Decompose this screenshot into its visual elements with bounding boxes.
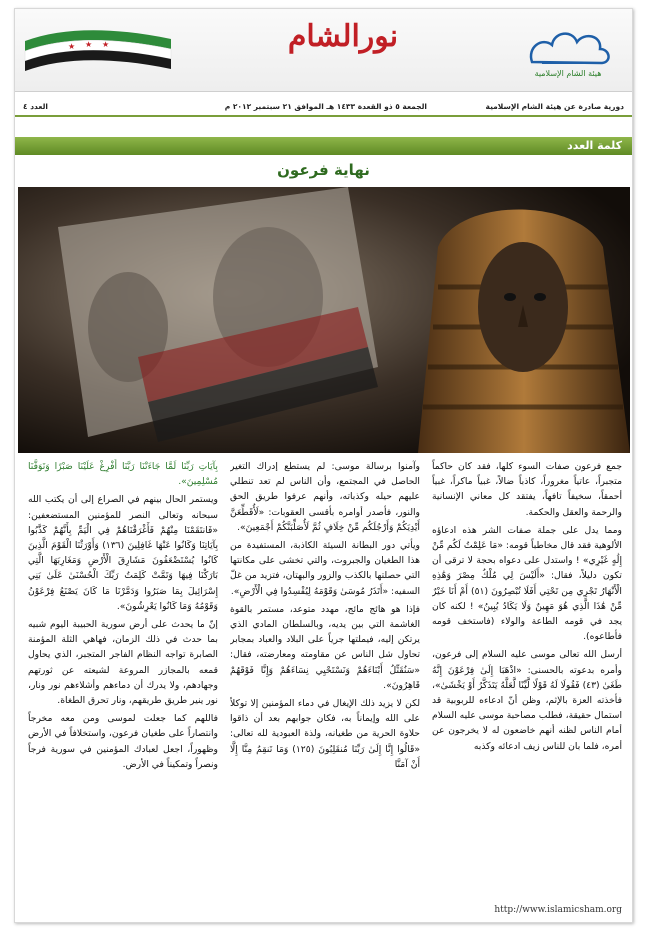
article-column-right — [432, 459, 622, 907]
syrian-flag-icon — [23, 23, 173, 83]
logo-caption: هيئة الشام الإسلامية — [534, 69, 602, 78]
article-column-middle — [230, 459, 420, 907]
issue-date: الجمعة ٥ ذو القعدة ١٤٣٣ هـ الموافق ٢١ سبتمبر ٢٠١٢ م — [224, 102, 427, 111]
paragraph: جمع فرعون صفات السوء كلها، فقد كان حاكماً متجبراً، عاتياً مغروراً، كاذباً ضالاً، غبياً ماكراً، غبياً أحمقاً، سخيفاً تافهاً، يفتقد كل معاني الإنسانية والرحمة والعقل والحكمة. — [432, 461, 622, 518]
paragraph: ويأتي دور البطانة السيئة الكاذبة، المستفيدة من هذا الطغيان والجبروت، والتي تخشى على مكانتها التي حصلتها بالكذب والزور والبهتان، فتزيد من غلّ السفيه: «أَتَذَرُ مُوسَىٰ وَقَوْمَهُ لِيُفْسِدُوا فِي الْأَرْضِ». — [230, 540, 420, 597]
paragraph: ومما يدل على جملة صفات الشر هذه ادعاؤه الألوهية فقد قال مخاطباً قومه: «مَا عَلِمْتُ لَكُم مِّنْ إِلَٰهٍ غَيْرِي» ! واستدل على دعواه بحجة لا ترقى أن تكون دليلاً، فقال: «أَلَيْسَ لِي مُلْكُ مِصْرَ وَهَٰذِهِ الْأَنْهَارُ تَجْرِي مِن تَحْتِي أَفَلَا تُبْصِرُونَ (٥١) أَمْ أَنَا خَيْرٌ مِّنْ هَٰذَا الَّذِي هُوَ مَهِينٌ وَلَا يَكَادُ يُبِينُ» ! لكنه كان يجد في قومه الطاعة والولاء (فاستخف قومه فأطاعوه). — [432, 524, 622, 643]
section-header-bar — [15, 137, 632, 155]
article-column-left — [28, 459, 218, 907]
paragraph: إنّ ما يحدث على أرض سورية الحبيبة اليوم شبيه بما حدث في ذلك الزمان، فهاهي الثلة المؤمنة الصابرة تواجه النظام الفاجر المتجبر، الذي يحاول قمعه بالمجازر المروعة لشيعته عن ثورتهم وجهادهم، ولا يدرك أن دماءهم وأشلاءهم نور ونار، نور ينير طريق طريقهم، ونار تحرق الطغاة. — [28, 619, 218, 707]
svg-text:★: ★ — [85, 40, 93, 49]
website-url: http://www.islamicsham.org — [494, 905, 622, 915]
publisher-label: دورية صادرة عن هيئة الشام الإسلامية — [485, 102, 624, 111]
issue-info-line — [15, 97, 632, 117]
newsletter-page — [14, 8, 633, 923]
pharaoh-collage-image — [18, 187, 630, 453]
issue-number: العدد ٤ — [23, 102, 48, 111]
svg-text:★: ★ — [102, 40, 110, 49]
svg-text:★: ★ — [68, 42, 76, 51]
paragraph: لكن لا يزيد ذلك الإيغال في دماء المؤمنين إلا توكلاً على الله وإيماناً به، فكان جوابهم بعد أن ذاقوا حلاوة الحرية من طغيانه، ولذة العبودية لله تعالى: «قَالُوا إِنَّا إِلَىٰ رَبِّنَا مُنقَلِبُونَ (١٢٥) وَمَا تَنقِمُ مِنَّا إِلَّا أَنْ آمَنَّا — [230, 698, 420, 770]
paragraph: فاللهم كما جعلت لموسى ومن معه مخرجاً وانتصاراً على طغيان فرعون، واستخلافاً في الأرض وظهوراً، اجعل لعبادك المؤمنين في سورية فرجاً ونصراً وتمكيناً في الأرض. — [28, 713, 218, 770]
article-hero-image — [18, 187, 630, 453]
masthead-header — [15, 9, 632, 92]
section-title: كلمة العدد — [567, 139, 622, 152]
article-title: نهاية فرعون — [277, 161, 370, 179]
paragraph: ويستمر الحال بينهم في الصراع إلى أن يكتب الله سبحانه وتعالى النصر للمؤمنين المستضعفين: «فَانتَقَمْنَا مِنْهُمْ فَأَغْرَقْنَاهُمْ فِي الْيَمِّ بِأَنَّهُمْ كَذَّبُوا بِآيَاتِنَا وَكَانُوا عَنْهَا غَافِلِينَ (١٣٦) وَأَوْرَثْنَا الْقَوْمَ الَّذِينَ كَانُوا يُسْتَضْعَفُونَ مَشَارِقَ الْأَرْضِ وَمَغَارِبَهَا الَّتِي بَارَكْنَا فِيهَا وَتَمَّتْ كَلِمَتُ رَبِّكَ الْحُسْنَىٰ عَلَىٰ بَنِي إِسْرَائِيلَ بِمَا صَبَرُوا وَدَمَّرْنَا مَا كَانَ يَصْنَعُ فِرْعَوْنُ وَقَوْمُهُ وَمَا كَانُوا يَعْرِشُونَ». — [28, 494, 218, 612]
masthead-title: نورالشام — [287, 19, 399, 54]
quran-verse: بِآيَاتِ رَبِّنَا لَمَّا جَاءَتْنَا رَبَّنَا أَفْرِغْ عَلَيْنَا صَبْرًا وَتَوَفَّنَا مُسْلِمِينَ». — [28, 461, 218, 488]
paragraph: وآمنوا برسالة موسى: لم يستطع إدراك التغير الحاصل في المجتمع، وأن الناس لم تعد تنطلي عليهم حيله وكذباته، وأنهم عرفوا طريق الحق والنور، فأصدر أوامره بأقسى العقوبات: «لَأُقَطِّعَنَّ أَيْدِيَكُمْ وَأَرْجُلَكُم مِّنْ خِلَافٍ ثُمَّ لَأُصَلِّبَنَّكُمْ أَجْمَعِينَ». — [230, 461, 420, 533]
paragraph: أرسل الله تعالى موسى عليه السلام إلى فرعون، وأمره بدعوته بالحسنى: «اذْهَبَا إِلَىٰ فِرْعَوْنَ إِنَّهُ طَغَىٰ (٤٣) فَقُولَا لَهُ قَوْلًا لَّيِّنًا لَّعَلَّهُ يَتَذَكَّرُ أَوْ يَخْشَىٰ»، فأخذته العزة بالإثم، وظن أنّ ادعاءه للربوبية قد استمال حقيقة، فطلب مصاحبة موسى عليه السلام أمام الناس لظنه أنهم خاضعون له لا يخرجون عن أمره، فلما بان للناس زيف ادعائه وكذبه — [432, 649, 622, 752]
paragraph: فإذا هو هائج مائج، مهدد متوعد، مستمر بالقوة الغاشمة التي بين يديه، وبالسلطان المادي الذي يرتكن إليه، فيملتها جرياً على البلاد والعباد بمجابر تحاول شل الناس عن مقاومته ومعارضته، فقال: «سَنُقَتِّلُ أَبْنَاءَهُمْ وَنَسْتَحْيِي نِسَاءَهُمْ وَإِنَّا فَوْقَهُمْ قَاهِرُونَ». — [230, 603, 420, 691]
